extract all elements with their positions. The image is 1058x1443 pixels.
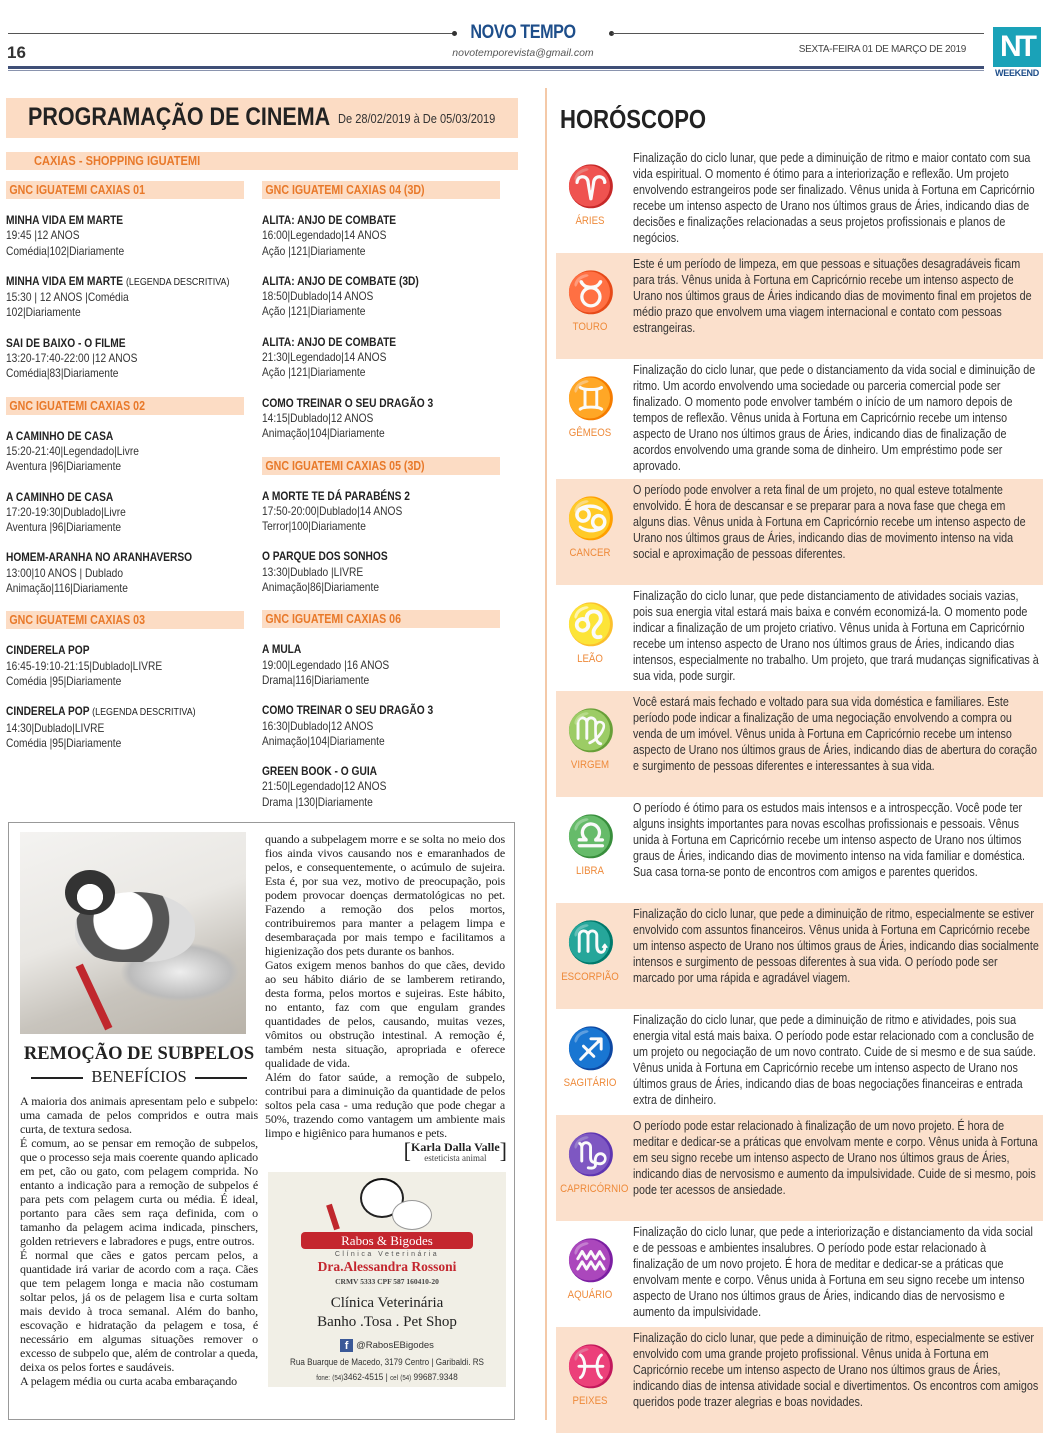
header-double-rule [8, 66, 984, 69]
phone-area: (54) [332, 1375, 344, 1382]
movie-details: Comédia |95|Diariamente [6, 673, 122, 688]
ad-registration: CRMV 5333 CPF 587 160410-20 [335, 1277, 439, 1286]
movie-title-line [6, 274, 244, 290]
movie-showtimes: 18:50|Dublado|14 ANOS [262, 289, 374, 304]
movie-title-line [6, 550, 244, 565]
taurus-icon: ♉ [566, 271, 616, 315]
cinema-room-header: GNC IGUATEMI CAXIAS 05 (3D) [262, 457, 500, 475]
movie-details: Animação|104|Diariamente [262, 426, 385, 441]
movie-showtimes: 13:00|10 ANOS | Dublado [6, 565, 124, 580]
facebook-handle: @RabosEBigodes [356, 1340, 434, 1352]
movie-title: A MORTE TE DÁ PARABÉNS 2 [262, 488, 410, 503]
article-paragraph: É normal que cães e gatos percam pelos, a quantidade irá variar de acordo com a raça. Cães que tem pelagem longa e macia não costumam soltar pelos, já os de pelagem lisa e curta soltam mais devido à troca semanal. Além do banho, escovação e hidratação da pelagem e tosa, é necessário em algumas situações remover o excesso de subpelo que, além de controlar a queda, deixa os pelos fortes e saudáveis. [20, 1248, 258, 1374]
article-paragraph: Além do fator saúde, a remoção de subpelo, contribui para a diminuição da quantidade de pelos soltos pela casa - uma redução que pode chegar a 50%, trazendo como vantagem um ambiente mais limpo e higiênico para humanos e pets. [265, 1070, 505, 1140]
movie-listing [262, 274, 500, 320]
movie-title: A MULA [262, 642, 302, 657]
movie-showtimes: 14:15|Dublado|12 ANOS [262, 410, 374, 425]
movie-details: Ação |121|Diariamente [262, 243, 366, 258]
sign-text: O período pode estar relacionado à finalização de um novo projeto. É hora de meditar e dedicar-se a práticas que envolvam mente e corpo. Vênus unida à Fortuna em seu signo recebe um intenso aspecto de Urano nos últimos graus de Áries, indicando dias de nervosismo e aumento da impulsividade. Cuide de si mesmo, pois pode ter acessos de ansiedade. [633, 1119, 1038, 1197]
sign-text: Você estará mais fechado e voltado para sua vida doméstica e familiares. Este período pode indicar a finalização de uma negociação envolvendo a compra ou venda de um imóvel. Vênus unida à Fortuna em Capricórnio recebe um intenso aspecto de Urano nos últimos graus de Áries, indicando dias de abertura do coração e surgimento de pessoas diferentes e interessantes à sua vida. [633, 695, 1038, 773]
movie-showtimes: 21:30|Legendado|14 ANOS [262, 350, 387, 365]
movie-showtimes: 17:20-19:30|Dublado|Livre [6, 504, 126, 519]
movie-showtimes: 15:20-21:40|Legendado|Livre [6, 443, 139, 458]
movie-title: MINHA VIDA EM MARTE [6, 273, 124, 288]
sign-text: O período é ótimo para os estudos mais intensos e a introspecção. Você pode ter alguns insights importantes para novas escolhas profissionais e pessoais. Vênus unida à Fortuna em Capricórnio recebe um intenso aspecto de Urano nos últimos graus de Áries, indicando dias de movimento intenso na vida familiar e doméstica. Sua casa torna-se ponto de encontros com amigos e parentes queridos. [633, 801, 1026, 879]
movie-title-line [262, 549, 500, 564]
horoscope-sign [556, 359, 1043, 479]
article-paragraph: A maioria dos animais apresentam pelo e subpelo: uma camada de pelos compridos e outra mais curta, de textura sedosa. [20, 1094, 258, 1136]
movie-title: HOMEM-ARANHA NO ARANHAVERSO [6, 550, 193, 565]
movie-listing [6, 429, 244, 475]
sign-text: Finalização do ciclo lunar, que pede a diminuição de ritmo e maior contato com sua vida espiritual. O momento é ótimo para a interiorização e reflexão. Um projeto envolvendo estrangeiros pode ser finalizado. Vênus unida à Fortuna em Capricórnio recebe um intenso aspecto de Urano nos últimos graus de Áries, indicando dias de decisões e finalizações relacionadas a seus projetos profissionais e planos de negócios. [633, 151, 1035, 245]
movie-title-line [262, 335, 500, 350]
header-email: novotemporevista@gmail.com [452, 47, 594, 59]
movie-details: Drama|116|Diariamente [262, 672, 370, 687]
movie-title-line [6, 704, 244, 720]
leo-icon: ♌ [566, 603, 616, 647]
movie-showtimes: 19:00|Legendado |16 ANOS [262, 657, 390, 672]
movie-details: Animação|104|Diariamente [262, 733, 385, 748]
movie-title-line [6, 336, 244, 351]
sign-name: CAPRICÓRNIO [560, 1183, 629, 1195]
movie-showtimes: 13:20-17:40-22:00 |12 ANOS [6, 351, 138, 366]
aries-icon: ♈ [566, 165, 616, 209]
horoscope-sign [556, 253, 1043, 359]
movie-showtimes: 13:30|Dublado |LIVRE [262, 564, 364, 579]
movie-listing [262, 549, 500, 595]
column-divider [545, 88, 547, 1420]
movie-details: Comédia|102|Diariamente [6, 243, 125, 258]
horoscope-title: HORÓSCOPO [560, 104, 707, 134]
cinema-room-header: GNC IGUATEMI CAXIAS 01 [6, 181, 244, 199]
sign-name: LEÃO [577, 653, 603, 665]
movie-title-line [262, 642, 500, 657]
cinema-column-right [262, 181, 500, 825]
cinema-room-header: GNC IGUATEMI CAXIAS 02 [6, 397, 244, 415]
sign-name: ESCORPIÃO [561, 971, 619, 983]
ad-line1: Clínica Veterinária [330, 1295, 444, 1311]
article-title: REMOÇÃO DE SUBPELOS [23, 1044, 255, 1064]
nt-logo-weekend: WEEKEND [995, 68, 1039, 78]
movie-listing [6, 550, 244, 596]
sign-text: Finalização do ciclo lunar, que pede a diminuição de ritmo e atividades, pois sua energia vital está mais baixa. O período pode estar relacionado com a conclusão de um projeto ou negociação de um novo contrato. Cuide de si mesmo e de sua saúde. Vênus unida à Fortuna em Capricórnio recebe um intenso aspecto de Urano nos últimos graus de Áries, indicando dias de boas negociações financeiras e entrada extra de dinheiro. [633, 1013, 1036, 1107]
movie-details: Aventura |96|Diariamente [6, 520, 122, 535]
movie-listing [262, 213, 500, 259]
horoscope-sign [556, 147, 1043, 253]
sign-name: AQUÁRIO [567, 1289, 613, 1301]
ad-brand-sub: Clínica Veterinária [334, 1251, 440, 1258]
horoscope-sign [556, 691, 1043, 797]
cel-area: (54) [400, 1375, 412, 1382]
movie-listing [262, 335, 500, 381]
movie-title: O PARQUE DOS SONHOS [262, 549, 388, 564]
movie-listing [6, 336, 244, 382]
movie-title: COMO TREINAR O SEU DRAGÃO 3 [262, 395, 434, 410]
sign-name: SAGITÁRIO [563, 1077, 617, 1089]
movie-title-line [262, 703, 500, 718]
horoscope-sign [556, 585, 1043, 691]
movie-title: ALITA: ANJO DE COMBATE [262, 213, 397, 227]
header-rule-right [612, 33, 984, 34]
horoscope-list [556, 147, 1043, 1433]
phone-label: fone: [316, 1375, 330, 1382]
horoscope-sign [556, 1327, 1043, 1433]
logo-tail [326, 1204, 340, 1231]
movie-details: Animação|116|Diariamente [6, 581, 128, 596]
article-right-column [265, 832, 507, 1387]
sign-text: O período pode envolver a reta final de um projeto, no qual esteve totalmente envolvido. É hora de descansar e se preparar para a nova fase que chega em alguns dias. Vênus unida à Fortuna em Capricórnio recebe um intenso aspecto de Urano nos últimos graus de Áries, indicando dias de movimento intenso na vida social e aproximação de pessoas diferentes. [633, 483, 1026, 561]
sign-text: Finalização do ciclo lunar, que pede o distanciamento da vida social e diminuição de ritmo. Um acordo envolvendo uma sociedade ou parceria comercial pode ser finalizado. O momento pode envolver também o início de um namoro depois de tempos de reflexão. Vênus unida à Fortuna em Capricórnio recebe um intenso aspecto de Urano nos últimos graus de Áries, indicando dias de finalização de acordos envolvendo uma grande soma de dinheiro. Um empréstimo pode ser aprovado. [633, 363, 1036, 473]
cel-number: 99687.9348 [413, 1372, 458, 1383]
ad-facebook [268, 1339, 506, 1353]
sign-name: VIRGEM [570, 759, 610, 771]
sign-text: Finalização do ciclo lunar, que pede a diminuição de ritmo, especialmente se estiver envolvido com assuntos financeiros. Vênus unida à Fortuna em Capricórnio recebe um intenso aspecto de Urano nos últimos graus de Áries, indicando dias socialmente intensos e surgimento de pessoas diferentes à sua vida. O período pode ser marcado por uma rápida e agradável viagem. [633, 907, 1039, 985]
movie-title: CINDERELA POP [6, 643, 90, 658]
issue-date: SEXTA-FEIRA 01 DE MARÇO DE 2019 [798, 44, 966, 55]
cat-head [65, 870, 115, 915]
movie-details: Terror|100|Diariamente [262, 519, 366, 534]
movie-title-line [262, 396, 500, 411]
sign-name: GÊMEOS [568, 427, 612, 439]
horoscope-sign [556, 1009, 1043, 1115]
movie-listing [6, 213, 244, 259]
movie-title: CINDERELA POP [6, 704, 90, 719]
movie-showtimes: 16:45-19:10-21:15|Dublado|LIVRE [6, 658, 163, 673]
header-double-rule-thin [8, 70, 984, 71]
bracket-close: ] [499, 1138, 507, 1163]
cel-label: cel [390, 1375, 398, 1382]
movie-listing [6, 704, 244, 751]
movie-showtimes: 14:30|Dublado|LIVRE [6, 720, 105, 735]
ad-phone: fone: (54)3462-4515 | cel (54) 99687.9348 [316, 1372, 458, 1383]
sagittarius-icon: ♐ [566, 1027, 616, 1071]
horoscope-sign [556, 479, 1043, 585]
cinema-location: CAXIAS - SHOPPING IGUATEMI [34, 153, 201, 168]
movie-note: (LEGENDA DESCRITIVA) [92, 706, 196, 719]
sign-name: CANCER [569, 547, 611, 559]
facebook-icon: f [340, 1339, 353, 1352]
vet-clinic-ad [268, 1172, 506, 1387]
movie-showtimes: 19:45 |12 ANOS [6, 228, 80, 243]
article-subtitle: BENEFÍCIOS [20, 1067, 258, 1087]
movie-title: A CAMINHO DE CASA [6, 428, 114, 443]
movie-title: COMO TREINAR O SEU DRAGÃO 3 [262, 703, 434, 718]
cancer-icon: ♋ [566, 497, 616, 541]
newspaper-brand: NOVO TEMPO [470, 22, 576, 43]
movie-title-line [262, 764, 500, 779]
cat-photo [20, 832, 246, 1034]
horoscope-sign [556, 1221, 1043, 1327]
phone-number: 3462-4515 [343, 1372, 384, 1383]
sign-text: Este é um período de limpeza, em que pessoas e situações desagradáveis ficam para trás. Vênus unida à Fortuna em Capricórnio recebe um intenso aspecto de Urano nos últimos graus de Áries indicando dias de movimento final em projetos de médio prazo que envolvem uma viagem internacional e contato com pessoas estrangeiras. [633, 257, 1032, 335]
movie-details: Aventura |96|Diariamente [6, 459, 122, 474]
cinema-room-header: GNC IGUATEMI CAXIAS 03 [6, 611, 244, 629]
movie-details: Ação |121|Diariamente [262, 304, 366, 319]
movie-title-line [6, 643, 244, 658]
sign-name: TOURO [572, 321, 608, 333]
movie-details: Comédia|83|Diariamente [6, 366, 119, 381]
author-role: esteticista animal [424, 1153, 487, 1163]
horoscope-sign [556, 797, 1043, 903]
ad-line2: Banho .Tosa . Pet Shop [317, 1314, 457, 1330]
movie-title: MINHA VIDA EM MARTE [6, 213, 124, 227]
movie-title-line [6, 490, 244, 505]
aquarius-icon: ♒ [566, 1239, 616, 1283]
ad-brand: Rabos & Bigodes [301, 1232, 473, 1249]
movie-listing [6, 274, 244, 321]
cinema-title: PROGRAMAÇÃO DE CINEMA [28, 103, 331, 131]
article-paragraph: A pelagem média ou curta acaba embaraçando [20, 1374, 237, 1388]
article-column-1 [20, 1094, 258, 1388]
virgo-icon: ♍ [566, 709, 616, 753]
sign-name: ÁRIES [575, 215, 605, 227]
movie-showtimes: 17:50-20:00|Dublado|14 ANOS [262, 503, 403, 518]
nt-logo: NT [993, 27, 1041, 67]
movie-listing [262, 489, 500, 535]
movie-title: ALITA: ANJO DE COMBATE (3D) [262, 273, 419, 288]
movie-listing [262, 642, 500, 688]
sign-text: Finalização do ciclo lunar, que pede a interiorização e distanciamento da vida social e de pessoas e ambientes insalubres. O período pode estar relacionado à finalização de um novo projeto. É hora de meditar e dedicar-se a práticas que envolvam mente e corpo. Vênus unida à Fortuna em seu signo recebe um intenso aspecto de Urano nos últimos graus de Áries, indicando dias de nervosismo e aumento da impulsividade. [633, 1225, 1033, 1319]
movie-title: GREEN BOOK - O GUIA [262, 764, 378, 779]
movie-title-line [6, 213, 244, 228]
libra-icon: ♎ [566, 815, 616, 859]
sign-text: Finalização do ciclo lunar, que pede a diminuição de ritmo, especialmente se estiver envolvido com uma grande projeto profissional. Vênus unida à Fortuna em Capricórnio recebe um intenso aspecto de Urano nos últimos graus de Áries, indicando dias de intensa atividade social e divertimentos. Os encontros com amigos queridos pode trazer alegrias e boas novidades. [633, 1331, 1039, 1409]
movie-details: Comédia |95|Diariamente [6, 735, 122, 750]
movie-details: Animação|86|Diariamente [262, 580, 379, 595]
gemini-icon: ♊ [566, 377, 616, 421]
logo-cat [392, 1200, 432, 1230]
movie-title-line [6, 429, 244, 444]
article-column-2 [265, 832, 505, 1140]
cinema-room-header: GNC IGUATEMI CAXIAS 06 [262, 610, 500, 628]
cinema-column-left [6, 181, 244, 766]
movie-title-line [262, 274, 500, 289]
ad-doctor: Dra.Alessandra Rossoni [317, 1259, 457, 1274]
movie-details: Ação |121|Diariamente [262, 365, 366, 380]
movie-showtimes: 21:50|Legendado|12 ANOS [262, 779, 387, 794]
brush-handle [76, 964, 113, 1031]
movie-listing [6, 490, 244, 536]
movie-listing [262, 703, 500, 749]
movie-showtimes: 16:00|Legendado|14 ANOS [262, 228, 387, 243]
article-paragraph: Gatos exigem menos banhos do que cães, devido ao seu hábito diário de se lamberem retirando, desta forma, pelos mortos e sujeiras. Este hábito, no entanto, faz com que engulam grandes quantidades de pelos, causando, muitas vezes, vômitos ou obstrução intestinal. A remoção é, também nesta situação, apropriada e oferece qualidade de vida. [265, 958, 505, 1070]
article-paragraph: É comum, ao se pensar em remoção de subpelos, que o processo seja mais coerente quando aplicado em pet, cão ou gato, com pelagem comprida. No entanto a indicação para a remoção de subpelos é para pets com pelagem curta ou média. É ideal, portanto para cães sem raça definida, com o tamanho da pelagem acima indicada, pinschers, golden retrievers e labradores e pugs, entre outros. [20, 1136, 258, 1248]
movie-showtimes: 15:30 | 12 ANOS |Comédia [6, 290, 129, 305]
pisces-icon: ♓ [566, 1345, 616, 1389]
ad-address: Rua Buarque de Macedo, 3179 Centro | Garibaldi. RS [290, 1357, 484, 1367]
capricorn-icon: ♑ [566, 1133, 616, 1177]
horoscope-sign [556, 903, 1043, 1009]
sign-text: Finalização do ciclo lunar, que pede distanciamento de atividades sociais vazias, pois sua energia vital estará mais baixa e convém economizá-la. O momento pode indicar a finalização de um projeto criativo. Vênus unida à Fortuna em Capricórnio recebe um intenso aspecto de Urano nos últimos graus de Áries, indicando dias intensos, especialmente no trabalho. Um projeto, que trará mudanças significativas à sua vida, pode surgir. [633, 589, 1039, 683]
sign-name: LIBRA [576, 865, 604, 877]
movie-details: 102|Diariamente [6, 305, 81, 320]
movie-title-line [262, 213, 500, 228]
cinema-dates: De 28/02/2019 à De 05/03/2019 [338, 111, 496, 126]
author-signature [403, 1138, 507, 1166]
movie-listing [262, 396, 500, 442]
movie-listing [6, 643, 244, 689]
movie-listing [262, 764, 500, 810]
movie-title-line [262, 489, 500, 504]
sign-name: PEIXES [572, 1395, 608, 1407]
dog-cat-logo-icon [330, 1178, 440, 1236]
header-rule-left [8, 33, 455, 34]
bracket-open: [ [403, 1138, 411, 1163]
author-name: Karla Dalla Valle [411, 1140, 500, 1154]
movie-title: SAI DE BAIXO - O FILME [6, 335, 126, 350]
cinema-room-header: GNC IGUATEMI CAXIAS 04 (3D) [262, 181, 500, 199]
movie-title: ALITA: ANJO DE COMBATE [262, 334, 397, 349]
movie-details: Drama |130|Diariamente [262, 794, 373, 809]
page-number: 16 [7, 43, 26, 62]
movie-note: (LEGENDA DESCRITIVA) [125, 275, 230, 288]
horoscope-sign [556, 1115, 1043, 1221]
scorpio-icon: ♏ [566, 921, 616, 965]
article-paragraph: quando a subpelagem morre e se solta no meio dos fios ainda vivos causando nos e emaranhados de pelos, e consequentemente, o acúmulo de sujeira. Esta é, por sua vez, motivo de preocupação, pois podem provocar doenças dermatológicas no pet. Fazendo a remoção dos pelos mortos, contribuiremos para manter a pelagem limpa e desembaraçada por mais tempo e facilitamos a higienização dos pets durante os banhos. [265, 832, 505, 958]
movie-showtimes: 16:30|Dublado|12 ANOS [262, 718, 374, 733]
movie-title: A CAMINHO DE CASA [6, 489, 114, 504]
